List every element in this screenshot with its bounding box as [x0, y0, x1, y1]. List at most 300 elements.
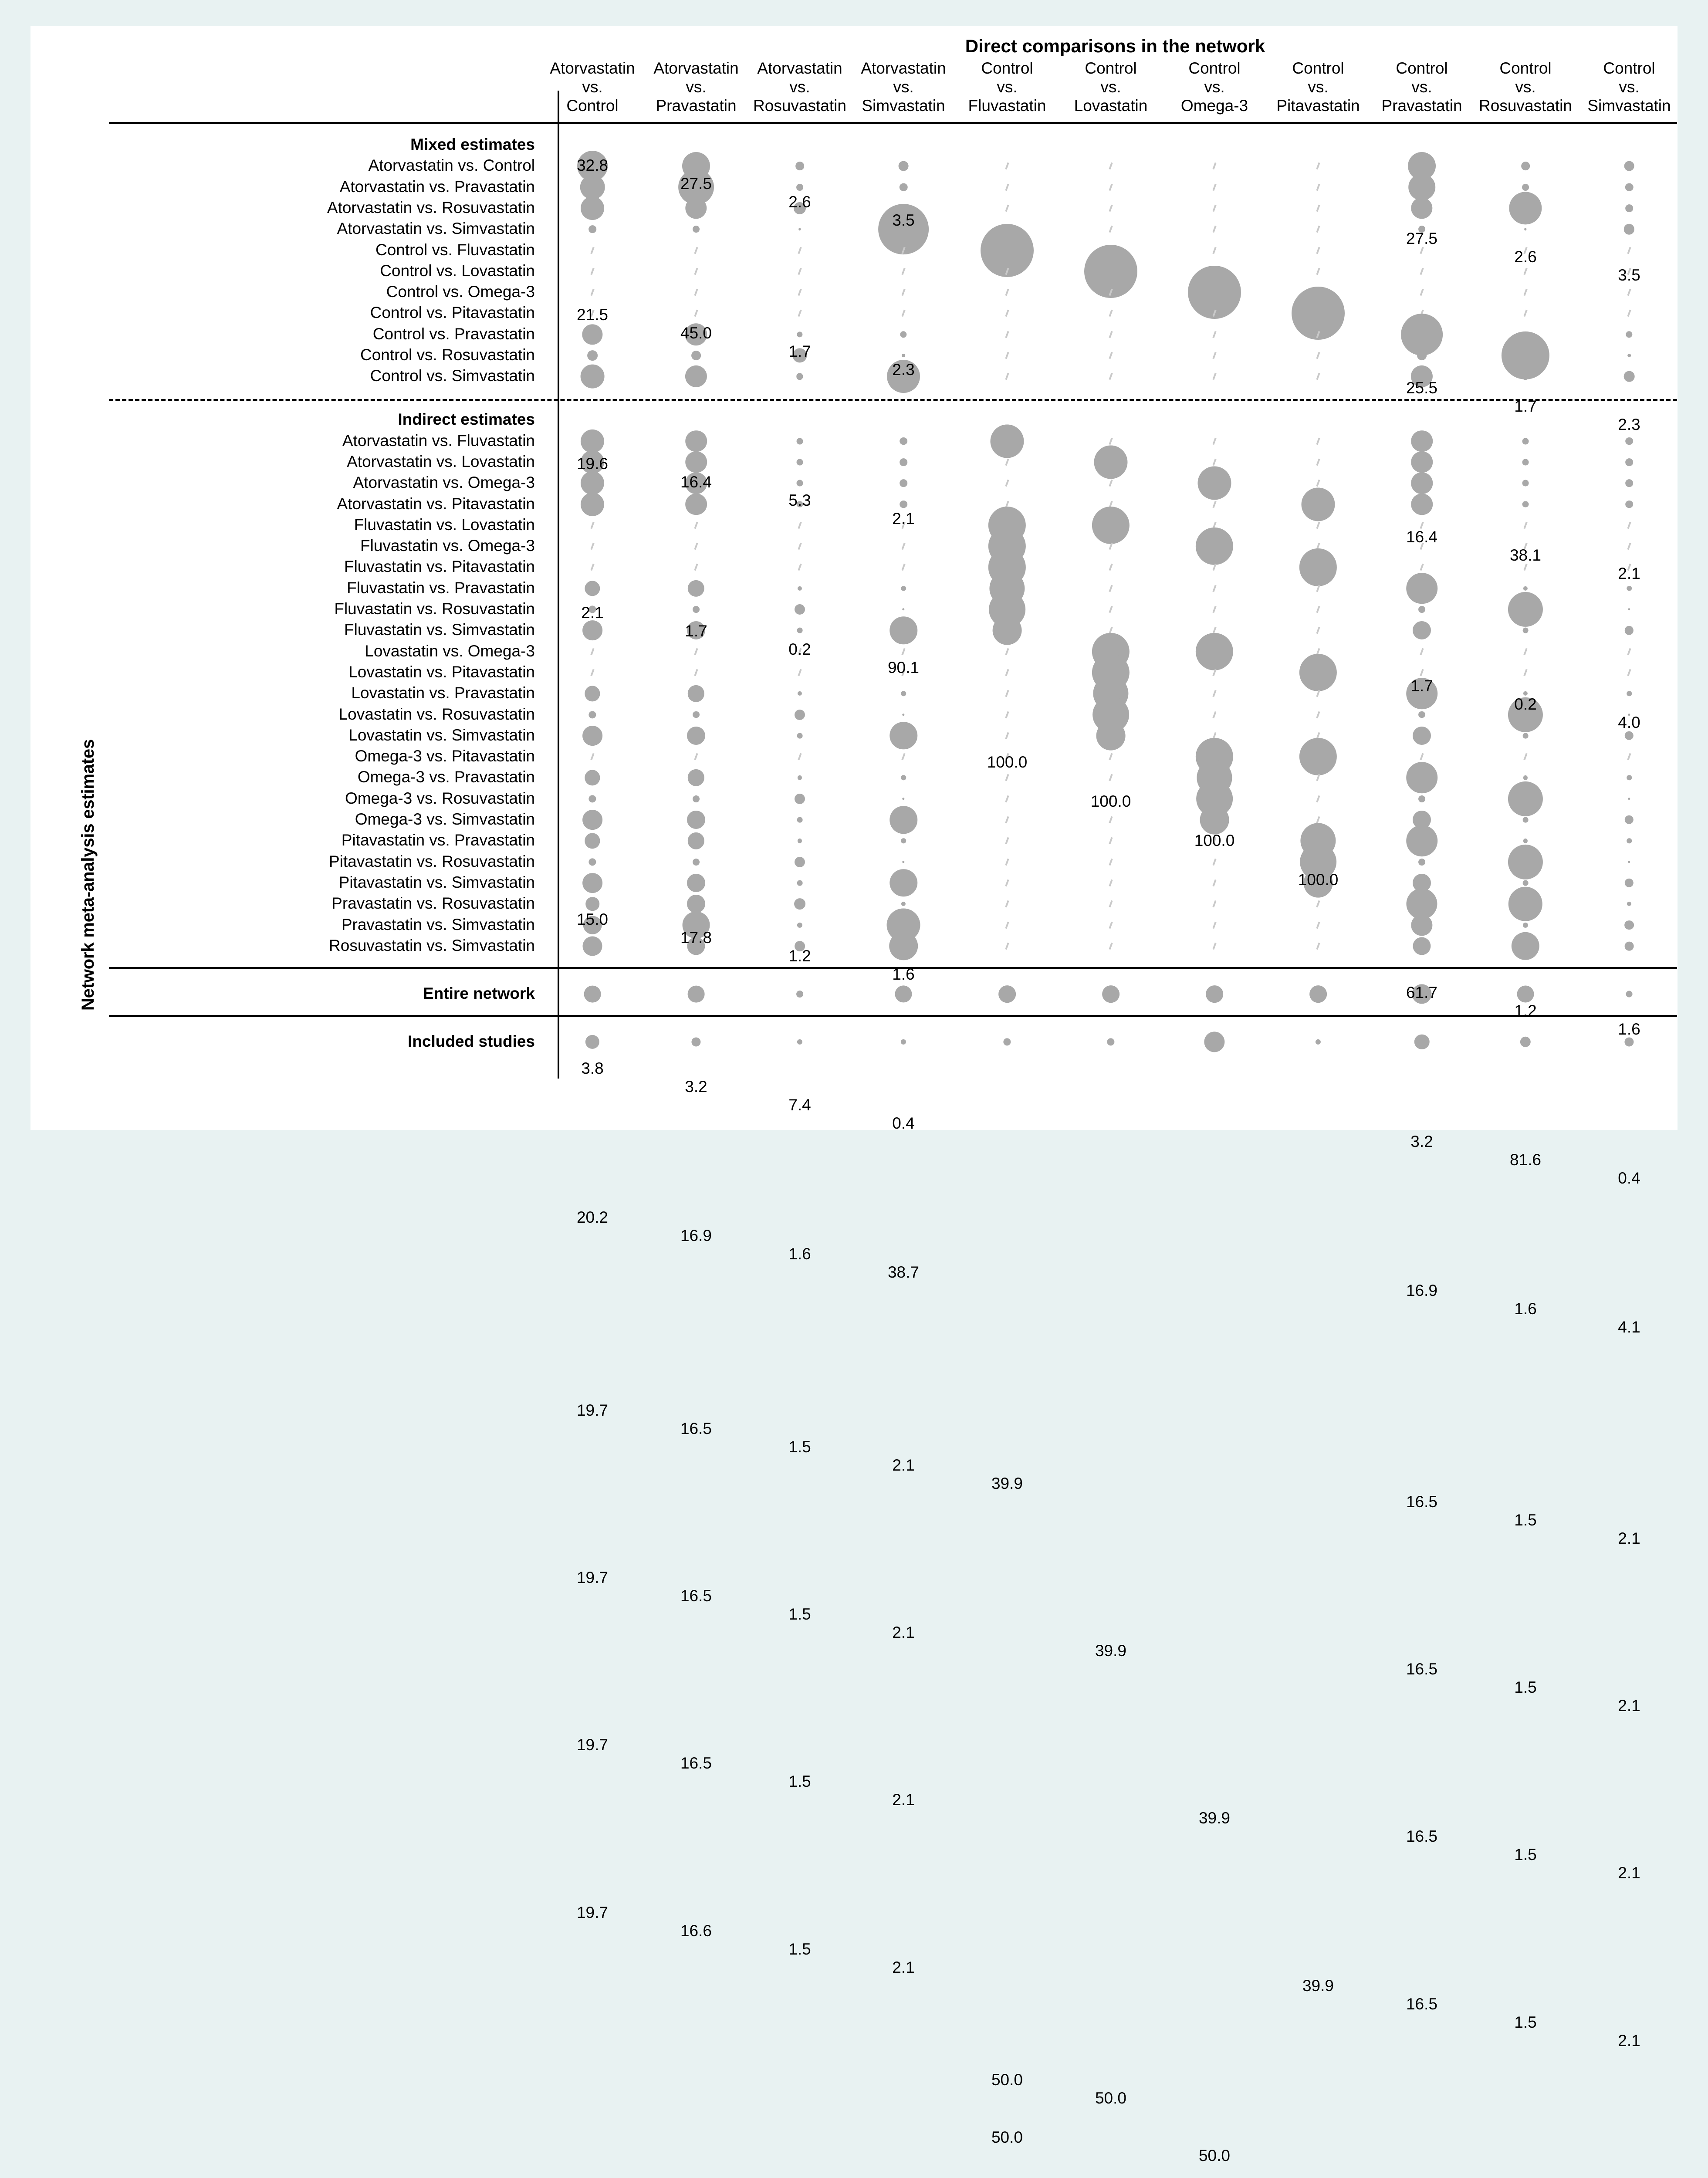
cell-value: 16.5 [680, 1419, 712, 1437]
empty-cell-tick [1005, 711, 1009, 718]
contribution-bubble [1092, 507, 1130, 544]
contribution-bubble [1627, 354, 1631, 357]
mixed-indirect-separator [109, 399, 1677, 401]
row-label: Control vs. Omega-3 [386, 283, 535, 301]
empty-cell-tick [798, 753, 802, 760]
empty-cell-tick [1109, 858, 1113, 865]
cell-value: 19.6 [576, 454, 608, 473]
contribution-bubble [1520, 1037, 1531, 1047]
row-label: Lovastatin vs. Pravastatin [351, 684, 535, 702]
empty-cell-tick [1316, 816, 1320, 823]
cell-value: 1.5 [1514, 1511, 1537, 1529]
empty-cell-tick [694, 564, 698, 571]
cell-value: 2.1 [892, 1456, 915, 1474]
empty-cell-tick [1005, 373, 1009, 380]
cell-value: 16.9 [1406, 1282, 1437, 1300]
contribution-bubble [890, 722, 917, 750]
contribution-bubble [796, 184, 803, 191]
contribution-bubble [797, 438, 803, 444]
empty-cell-tick [1109, 226, 1113, 233]
contribution-bubble [1197, 467, 1231, 500]
empty-cell-tick [694, 753, 698, 760]
contribution-bubble [902, 861, 904, 863]
contribution-bubble [588, 795, 596, 802]
empty-cell-tick [1109, 331, 1113, 338]
cell-value: 16.4 [680, 473, 712, 491]
contribution-bubble [1625, 501, 1633, 508]
contribution-bubble [900, 437, 907, 445]
contribution-bubble [1508, 592, 1543, 627]
cell-value: 4.1 [1618, 1318, 1640, 1336]
empty-cell-tick [1316, 480, 1320, 487]
contribution-bubble [1401, 314, 1443, 355]
column-header-bottom: Rosuvastatin [1479, 97, 1572, 115]
contribution-bubble [796, 373, 803, 380]
contribution-bubble [687, 895, 705, 913]
contribution-bubble [1625, 941, 1634, 950]
column-header-bottom: Lovastatin [1074, 97, 1148, 115]
empty-cell-tick [1316, 627, 1320, 634]
empty-cell-tick [590, 543, 594, 550]
contribution-bubble [1624, 1037, 1634, 1046]
empty-cell-tick [901, 564, 905, 571]
row-label: Atorvastatin vs. Pitavastatin [337, 494, 535, 513]
contribution-bubble [1625, 879, 1634, 887]
cell-value: 19.7 [576, 1903, 608, 1921]
contribution-bubble [1624, 224, 1634, 234]
contribution-bubble [797, 331, 802, 337]
cell-value: 61.7 [1406, 983, 1437, 1001]
empty-cell-tick [1005, 732, 1009, 739]
contribution-bubble [1627, 839, 1632, 844]
contribution-bubble [1102, 985, 1120, 1003]
cell-value: 16.5 [1406, 1995, 1437, 2013]
empty-cell-tick [901, 310, 905, 317]
contribution-bubble [900, 331, 906, 338]
cell-value: 2.1 [1618, 1864, 1640, 1882]
empty-cell-tick [1420, 669, 1424, 676]
cell-value: 1.7 [788, 342, 811, 360]
entire-network-bottom-rule [109, 1015, 1677, 1017]
row-label: Fluvastatin vs. Lovastatin [354, 515, 535, 534]
contribution-bubble [1196, 632, 1233, 670]
contribution-bubble [1508, 781, 1543, 816]
empty-cell-tick [1212, 162, 1216, 169]
empty-cell-tick [1212, 183, 1216, 190]
contribution-bubble [1625, 183, 1634, 191]
contribution-bubble [581, 430, 604, 453]
cell-value: 1.7 [685, 622, 707, 640]
column-header-vs: vs. [1515, 78, 1536, 96]
empty-cell-tick [590, 289, 594, 296]
row-label: Fluvastatin vs. Rosuvastatin [334, 600, 535, 618]
empty-cell-tick [1005, 459, 1009, 466]
cell-value: 2.3 [1618, 415, 1640, 433]
contribution-bubble [1299, 548, 1337, 586]
contribution-bubble [1625, 479, 1633, 487]
contribution-bubble [1003, 1038, 1011, 1045]
empty-cell-tick [1212, 205, 1216, 212]
column-header-6 [1059, 59, 1163, 115]
row-label: Control vs. Simvastatin [370, 367, 535, 385]
contribution-bubble [688, 769, 704, 786]
row-label: Omega-3 vs. Pitavastatin [355, 747, 535, 765]
cell-value: 21.5 [576, 305, 608, 324]
row-label: Pravastatin vs. Simvastatin [341, 915, 535, 933]
contribution-bubble [1094, 445, 1127, 479]
contribution-bubble [693, 795, 700, 802]
column-header-top: Control [1188, 59, 1241, 77]
section-label: Indirect estimates [398, 410, 535, 429]
empty-cell-tick [590, 669, 594, 676]
contribution-bubble [1627, 691, 1632, 696]
contribution-bubble [1418, 606, 1425, 613]
empty-cell-tick [1109, 837, 1113, 844]
contribution-bubble [584, 985, 601, 1002]
column-header-vs: vs. [582, 78, 603, 96]
contribution-bubble [585, 833, 600, 849]
contribution-bubble [1625, 458, 1633, 466]
empty-cell-tick [1109, 943, 1113, 950]
empty-cell-tick [590, 522, 594, 529]
empty-cell-tick [1005, 858, 1009, 865]
column-header-5 [955, 59, 1059, 115]
cell-value: 25.5 [1406, 379, 1437, 397]
contribution-bubble [585, 581, 600, 596]
cell-value: 2.1 [581, 604, 604, 622]
empty-cell-tick [1212, 373, 1216, 380]
cell-value: 45.0 [680, 324, 712, 342]
empty-cell-tick [1316, 459, 1320, 466]
contribution-bubble [580, 175, 605, 200]
contribution-bubble [889, 932, 918, 960]
empty-cell-tick [590, 648, 594, 655]
contribution-bubble [1413, 621, 1431, 639]
contribution-bubble [798, 586, 802, 591]
cell-value: 2.1 [892, 1958, 915, 1976]
empty-cell-tick [1523, 289, 1527, 296]
empty-cell-tick [590, 564, 594, 571]
cell-value: 19.7 [576, 1568, 608, 1586]
cell-value: 0.4 [1618, 1169, 1640, 1187]
contribution-bubble [687, 874, 705, 892]
empty-cell-tick [1005, 943, 1009, 950]
contribution-bubble [1522, 459, 1529, 465]
contribution-bubble [900, 458, 907, 466]
cell-value: 17.8 [680, 928, 712, 947]
empty-cell-tick [1212, 247, 1216, 254]
contribution-bubble [1418, 859, 1425, 866]
empty-cell-tick [1316, 437, 1320, 444]
empty-cell-tick [798, 522, 802, 529]
contribution-bubble [1196, 528, 1233, 565]
empty-cell-tick [1005, 816, 1009, 823]
header-rule [109, 122, 1677, 124]
contribution-bubble [1523, 817, 1529, 823]
cell-value: 16.5 [1406, 1827, 1437, 1846]
cell-value: 2.1 [1618, 2031, 1640, 2049]
contribution-bubble [900, 479, 907, 487]
contribution-bubble [581, 492, 604, 516]
empty-cell-tick [1005, 352, 1009, 359]
empty-cell-tick [1212, 501, 1216, 507]
column-header-vs: vs. [997, 78, 1018, 96]
contribution-bubble [1417, 351, 1427, 360]
cell-value: 15.0 [576, 910, 608, 928]
contribution-bubble [688, 985, 705, 1002]
empty-cell-tick [1005, 774, 1009, 781]
column-header-bottom: Pravastatin [656, 97, 737, 115]
contribution-bubble [1299, 654, 1337, 691]
empty-cell-tick [798, 564, 802, 571]
empty-cell-tick [1316, 921, 1320, 928]
column-header-top: Atorvastatin [550, 59, 635, 77]
contribution-bubble [1625, 815, 1634, 824]
figure-panel [30, 26, 1678, 2165]
empty-cell-tick [1005, 310, 1009, 317]
contribution-bubble [901, 839, 906, 844]
cell-value: 7.4 [788, 1096, 811, 1114]
contribution-bubble [581, 365, 605, 389]
column-header-4 [852, 59, 955, 115]
contribution-bubble [1204, 1032, 1224, 1052]
cell-value: 100.0 [1298, 871, 1339, 889]
empty-cell-tick [901, 289, 905, 296]
cell-value: 39.9 [1095, 1641, 1126, 1660]
contribution-bubble [585, 1035, 599, 1049]
empty-cell-tick [1005, 205, 1009, 212]
y-axis-label: Network meta-analysis estimates [78, 739, 98, 1011]
contribution-bubble [688, 832, 704, 849]
contribution-bubble [1523, 775, 1528, 780]
contribution-bubble [1523, 586, 1528, 591]
contribution-bubble [581, 471, 604, 495]
contribution-bubble [1411, 451, 1433, 473]
contribution-bubble [899, 161, 909, 171]
contribution-bubble [797, 733, 803, 738]
contribution-bubble [798, 839, 802, 843]
contribution-bubble [900, 501, 907, 508]
row-label: Lovastatin vs. Omega-3 [365, 642, 535, 660]
empty-cell-tick [1316, 247, 1320, 254]
empty-cell-tick [694, 543, 698, 550]
empty-cell-tick [1109, 480, 1113, 487]
cell-value: 0.2 [1514, 695, 1537, 714]
contribution-bubble [691, 1037, 700, 1046]
empty-cell-tick [694, 648, 698, 655]
contribution-bubble [693, 226, 700, 233]
column-header-top: Atorvastatin [861, 59, 946, 77]
contribution-bubble [685, 197, 707, 219]
cell-value: 19.7 [576, 1736, 608, 1754]
row-label: Atorvastatin vs. Simvastatin [337, 220, 535, 238]
cell-value: 16.4 [1406, 528, 1437, 546]
cell-value: 0.4 [892, 1114, 915, 1132]
empty-cell-tick [1005, 879, 1009, 886]
column-header-top: Control [1603, 59, 1655, 77]
contribution-bubble [1411, 494, 1433, 515]
contribution-bubble [582, 620, 602, 640]
cell-value: 90.1 [887, 659, 919, 677]
empty-cell-tick [1212, 459, 1216, 466]
contribution-bubble [1418, 795, 1425, 802]
empty-cell-tick [1005, 331, 1009, 338]
empty-cell-tick [694, 247, 698, 254]
cell-value: 16.5 [680, 1754, 712, 1772]
empty-cell-tick [1005, 162, 1009, 169]
cell-value: 1.6 [1618, 1020, 1640, 1038]
cell-value: 27.5 [1406, 230, 1437, 248]
contribution-bubble [1624, 161, 1634, 171]
empty-cell-tick [1212, 585, 1216, 592]
empty-cell-tick [1316, 373, 1320, 380]
contribution-bubble [797, 628, 803, 633]
column-header-top: Atorvastatin [757, 59, 842, 77]
contribution-bubble [1628, 798, 1630, 800]
column-header-vs: vs. [893, 78, 914, 96]
row-label: Fluvastatin vs. Pitavastatin [344, 558, 535, 576]
contribution-bubble [890, 869, 917, 897]
contribution-bubble [1517, 985, 1534, 1002]
empty-cell-tick [1212, 711, 1216, 718]
contribution-bubble [1508, 887, 1542, 921]
contribution-bubble [890, 806, 917, 834]
column-header-bottom: Simvastatin [1587, 97, 1671, 115]
empty-cell-tick [1316, 606, 1320, 613]
empty-cell-tick [798, 268, 802, 275]
contribution-bubble [1316, 1039, 1321, 1045]
row-label: Pitavastatin vs. Rosuvastatin [329, 852, 535, 870]
contribution-bubble [797, 459, 803, 465]
empty-cell-tick [1523, 753, 1527, 760]
empty-cell-tick [1109, 162, 1113, 169]
empty-cell-tick [1109, 879, 1113, 886]
contribution-bubble [1206, 985, 1223, 1003]
contribution-bubble [794, 898, 805, 910]
empty-cell-tick [1420, 753, 1424, 760]
column-header-top: Atorvastatin [653, 59, 739, 77]
contribution-bubble [795, 857, 805, 867]
cell-value: 3.2 [1410, 1133, 1433, 1150]
cell-value: 2.3 [892, 360, 915, 379]
empty-cell-tick [1109, 774, 1113, 781]
contribution-bubble [585, 770, 600, 785]
contribution-bubble [693, 606, 700, 613]
empty-cell-tick [1420, 268, 1424, 275]
empty-cell-tick [798, 310, 802, 317]
empty-cell-tick [1627, 753, 1631, 760]
empty-cell-tick [901, 753, 905, 760]
empty-cell-tick [1005, 795, 1009, 802]
contribution-bubble [1414, 1035, 1430, 1050]
contribution-bubble [1625, 437, 1633, 445]
cell-value: 1.7 [1514, 397, 1537, 415]
empty-cell-tick [1523, 268, 1527, 275]
empty-cell-tick [1523, 564, 1527, 571]
contribution-bubble [1096, 721, 1126, 750]
cell-value: 2.1 [1618, 564, 1640, 582]
empty-cell-tick [1523, 669, 1527, 676]
contribution-bubble [585, 897, 599, 911]
cell-value: 1.5 [1514, 1846, 1537, 1864]
column-header-vs: vs. [686, 78, 707, 96]
column-header-bottom: Rosuvastatin [753, 97, 846, 115]
cell-value: 50.0 [1095, 2089, 1126, 2107]
contribution-bubble [798, 228, 801, 230]
row-label: Pravastatin vs. Rosuvastatin [331, 894, 535, 913]
column-header-top: Control [1396, 59, 1448, 77]
column-header-top: Control [1292, 59, 1344, 77]
row-label: Rosuvastatin vs. Simvastatin [329, 936, 535, 954]
cell-value: 20.2 [576, 1208, 608, 1227]
empty-cell-tick [1212, 606, 1216, 613]
contribution-bubble [688, 580, 704, 597]
empty-cell-tick [694, 669, 698, 676]
empty-cell-tick [1316, 268, 1320, 275]
contribution-bubble [685, 430, 707, 452]
empty-cell-tick [1109, 921, 1113, 928]
empty-cell-tick [1005, 289, 1009, 296]
contribution-bubble [1523, 922, 1528, 927]
contribution-bubble [582, 873, 602, 893]
contribution-bubble [1411, 914, 1432, 936]
row-label: Atorvastatin vs. Fluvastatin [342, 431, 535, 450]
contribution-bubble [582, 810, 602, 830]
column-header-bottom: Pitavastatin [1276, 97, 1360, 115]
empty-cell-tick [590, 753, 594, 760]
empty-cell-tick [1316, 900, 1320, 907]
empty-cell-tick [1316, 162, 1320, 169]
contribution-bubble [1523, 628, 1529, 633]
empty-cell-tick [901, 543, 905, 550]
contribution-bubble [1625, 204, 1633, 212]
contribution-bubble [993, 616, 1022, 645]
contribution-bubble [1522, 501, 1529, 507]
column-header-vs: vs. [1204, 78, 1225, 96]
cell-value: 1.5 [1514, 2013, 1537, 2031]
empty-cell-tick [1005, 183, 1009, 190]
contribution-bubble [1522, 438, 1529, 444]
cell-value: 16.5 [1406, 1660, 1437, 1678]
column-header-vs: vs. [1411, 78, 1432, 96]
empty-cell-tick [1627, 310, 1631, 317]
cell-value: 2.6 [788, 193, 811, 211]
empty-cell-tick [1109, 900, 1113, 907]
row-label: Control vs. Pravastatin [372, 325, 535, 343]
contribution-bubble [1627, 586, 1632, 591]
contribution-bubble [998, 985, 1016, 1003]
row-label: Pitavastatin vs. Pravastatin [341, 831, 535, 849]
empty-cell-tick [1316, 943, 1320, 950]
column-header-bottom: Pravastatin [1381, 97, 1462, 115]
contribution-bubble [902, 354, 905, 357]
contribution-bubble [797, 1039, 802, 1045]
contribution-bubble [1523, 880, 1529, 886]
contribution-bubble [1512, 932, 1539, 960]
contribution-bubble [795, 709, 805, 720]
empty-cell-tick [1627, 247, 1631, 254]
contribution-bubble [693, 859, 700, 866]
column-header-bottom: Omega-3 [1180, 97, 1248, 115]
contribution-bubble [588, 711, 596, 718]
figure-title: Direct comparisons in the network [965, 36, 1265, 56]
cell-value: 2.1 [892, 509, 915, 528]
contribution-bubble [1299, 738, 1337, 775]
empty-cell-tick [590, 247, 594, 254]
empty-cell-tick [1212, 226, 1216, 233]
cell-value: 2.1 [892, 1623, 915, 1641]
contribution-bubble [1626, 331, 1632, 338]
